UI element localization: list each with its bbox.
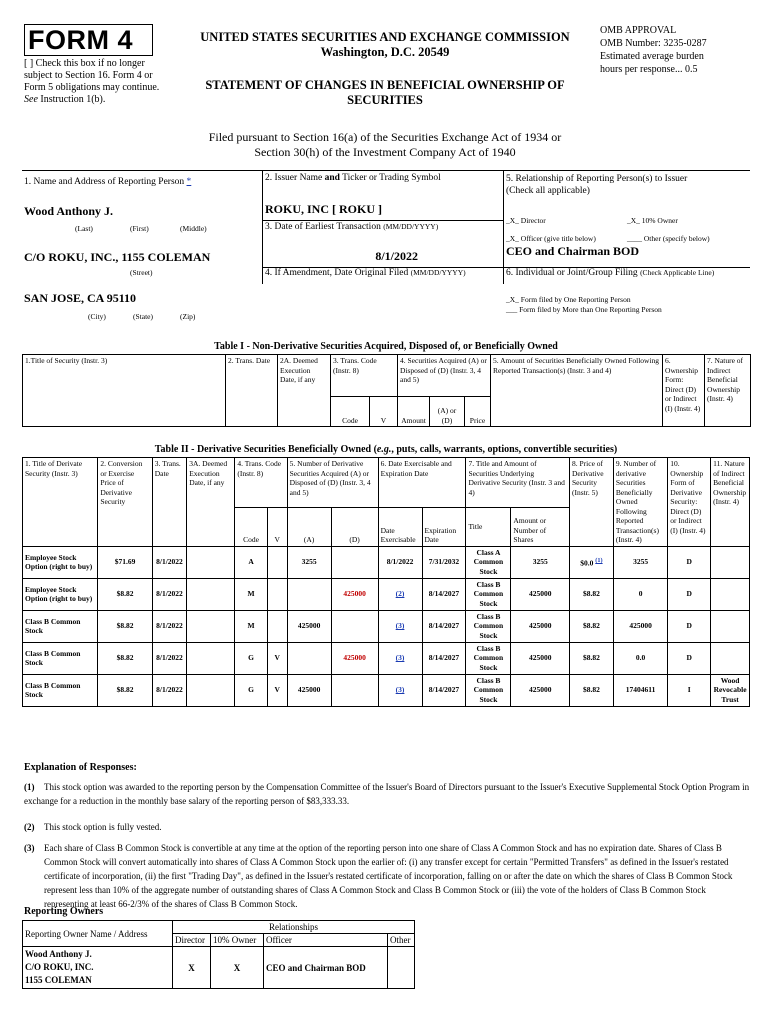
t2-v — [267, 674, 287, 706]
t2-owned-value: 0 — [638, 589, 643, 599]
t2-form-value: D — [686, 589, 692, 599]
t2-v — [267, 610, 287, 642]
t1-h-ownership-form: 6. Ownership Form: Direct (D) or Indirect (I) (Instr. 4) — [663, 355, 705, 427]
t2-shares-value: 425000 — [528, 685, 552, 695]
t2-owned — [613, 674, 667, 706]
t2-nature-value: Wood Revocable Trust — [713, 675, 747, 704]
t2-code-value: A — [248, 557, 254, 567]
t2-exercisable[interactable] — [378, 642, 422, 674]
t1-h-v-sub: V — [370, 397, 398, 427]
t2-code — [235, 642, 267, 674]
t2-expiration-value: 7/31/2032 — [428, 557, 460, 567]
t2-v-value: V — [274, 653, 280, 663]
explanation-3-text: Each share of Class B Common Stock is convertible at any time at the option of the reporting person into one share of Class A Common Stock and has no expiration date. Shares of Class B Common Stock will convert automatically into shares of Class A Common Stock upon the earlier of: (i) any transfer except for certain "Permitted Transfers" as defined in the Issuer's restated certificate of incorporation, (ii) the first "Trading Day", as defined in the Issuer's restated certificate of incorporation, falling on or after the date on which the shares of Class B Common Stock represent less than 10% of the aggregate number of outstanding shares of Class A Common Stock and Class B Common Stock or (iii) the vote of the holders of Class B Common Stock representing at least 66-2/3% of the shares of Class B Common Stock. — [44, 843, 733, 909]
t2-code — [235, 546, 267, 578]
explanation-title: Explanation of Responses: — [24, 762, 137, 773]
t2-price-value: $8.82 — [583, 653, 600, 663]
t2-h-d-sub: (D) — [331, 508, 378, 546]
box1-label-text: 1. Name and Address of Reporting Person — [24, 177, 185, 187]
omb-approval — [600, 24, 760, 76]
explanation-2-text: This stock option is fully vested. — [44, 822, 162, 832]
reporting-owners-title: Reporting Owners — [24, 906, 104, 917]
t2-owned — [613, 610, 667, 642]
t2-conversion — [98, 610, 152, 642]
t1-h-aord-sub: (A) or (D) — [430, 397, 465, 427]
t2-underlying-title-value: Class B Common Stock — [473, 643, 504, 672]
t2-h-conversion: 2. Conversion or Exercise Price of Derivative Security — [98, 458, 152, 547]
box3-label-format: (MM/DD/YYYY) — [383, 222, 439, 231]
t2-security-value: Employee Stock Option (right to buy) — [25, 552, 93, 571]
commission-name: UNITED STATES SECURITIES AND EXCHANGE COMMISSION — [200, 30, 570, 44]
t2-amount-a — [287, 578, 331, 610]
t2-date — [152, 642, 187, 674]
owners-h-director: Director — [173, 934, 211, 947]
t2-form-value: D — [686, 621, 692, 631]
director-check[interactable]: _X_ Director — [506, 216, 546, 225]
t2-conversion-value: $8.82 — [116, 621, 134, 631]
t2-h-number: 5. Number of Derivative Securities Acquired (A) or Disposed of (D) (Instr. 3, 4 and 5) — [287, 458, 378, 508]
t2-h-price: 8. Price of Derivative Security (Instr. 5) — [569, 458, 613, 547]
owner-director-mark: X — [173, 947, 211, 989]
t2-form — [668, 546, 711, 578]
city-label: (City) — [88, 312, 106, 321]
t2-date — [152, 610, 187, 642]
t2-amount-a — [287, 674, 331, 706]
check-note-see: See — [24, 94, 38, 105]
t2-underlying-title-value: Class A Common Stock — [473, 547, 504, 576]
t2-form — [668, 642, 711, 674]
zip-label: (Zip) — [180, 312, 196, 321]
t2-nature — [711, 674, 750, 706]
t2-v — [267, 642, 287, 674]
t2-underlying-title-value: Class B Common Stock — [473, 579, 504, 608]
t2-price — [569, 610, 613, 642]
check-note-instruction: Instruction 1(b). — [40, 94, 106, 105]
t2-price-value: $8.82 — [583, 685, 600, 695]
t2-amount-d — [331, 578, 378, 610]
owner-officer-title: CEO and Chairman BOD — [264, 947, 388, 989]
t2-shares — [511, 546, 570, 578]
box4-label-text: 4. If Amendment, Date Original Filed — [265, 268, 409, 278]
table-row — [23, 610, 750, 642]
t2-expiration — [422, 546, 466, 578]
filed-more-persons[interactable]: ___ Form filed by More than One Reporting Person — [506, 305, 662, 314]
t1-h-amount-owned: 5. Amount of Securities Beneficially Owned Following Reported Transaction(s) (Instr. 3 and 4) — [491, 355, 663, 427]
street-label: (Street) — [130, 268, 153, 277]
t2-nature — [711, 642, 750, 674]
t2-security — [23, 578, 98, 610]
price-footnote-link[interactable]: (1) — [595, 557, 603, 564]
explanation-1 — [24, 780, 750, 808]
t2-amount-a — [287, 610, 331, 642]
statement-title: STATEMENT OF CHANGES IN BENEFICIAL OWNERSHIP OF SECURITIES — [205, 78, 565, 107]
table1-non-derivative — [22, 354, 751, 427]
reporting-person-city: SAN JOSE, CA 95110 — [24, 291, 137, 305]
t2-underlying-title — [466, 642, 511, 674]
t2-form-value: D — [686, 557, 692, 567]
t2-price — [569, 642, 613, 674]
t2-date-value: 8/1/2022 — [156, 653, 183, 663]
t2-h-underlying: 7. Title and Amount of Securities Underlying Derivative Security (Instr. 3 and 4) — [466, 458, 570, 508]
t1-h-nature: 7. Nature of Indirect Beneficial Ownership (Instr. 4) — [705, 355, 751, 427]
t2-code-value: M — [247, 589, 255, 599]
owner-other — [388, 947, 415, 989]
form-title: FORM 4 — [24, 24, 153, 56]
t2-owned-value: 3255 — [633, 557, 649, 567]
box1-label — [24, 177, 191, 187]
earliest-transaction-date: 8/1/2022 — [375, 249, 418, 263]
box3-label-text: 3. Date of Earliest Transaction — [265, 222, 381, 232]
t2-h-owned: 9. Number of derivative Securities Beneficially Owned Following Reported Transaction(s) (Instr. 4) — [613, 458, 667, 547]
omb-number: OMB Number: 3235-0287 — [600, 38, 707, 49]
t2-conversion-value: $8.82 — [116, 589, 134, 599]
t2-h-deemed: 3A. Deemed Execution Date, if any — [187, 458, 235, 547]
box2-label-and: and — [324, 173, 340, 183]
t2-conversion-value: $71.69 — [114, 557, 136, 567]
t2-underlying-title — [466, 578, 511, 610]
last-label: (Last) — [75, 224, 93, 233]
explanation-2-number: (2) — [24, 822, 35, 832]
box5-label-text: 5. Relationship of Reporting Person(s) to Issuer — [506, 174, 688, 184]
t2-underlying-title-value: Class B Common Stock — [473, 675, 504, 704]
t2-expiration — [422, 610, 466, 642]
omb-title: OMB APPROVAL — [600, 25, 677, 36]
t2-h-nature: 11. Nature of Indirect Beneficial Ownership (Instr. 4) — [711, 458, 750, 547]
t2-h-date: 3. Trans. Date — [152, 458, 187, 547]
t2-exercisable-value: (2) — [395, 589, 405, 599]
box1-footnote-link[interactable]: * — [186, 177, 192, 187]
t2-date — [152, 546, 187, 578]
t1-h-acquired: 4. Securities Acquired (A) or Disposed of (D) (Instr. 3, 4 and 5) — [398, 355, 491, 397]
t2-owned — [613, 642, 667, 674]
t2-expiration-value: 8/14/2027 — [428, 685, 460, 695]
t2-expiration-value: 8/14/2027 — [428, 589, 460, 599]
t2-conversion-value: $8.82 — [116, 653, 134, 663]
t2-deemed — [187, 546, 235, 578]
middle-label: (Middle) — [180, 224, 207, 233]
box6-label-text: 6. Individual or Joint/Group Filing — [506, 268, 638, 278]
box2-label-a: 2. Issuer Name — [265, 173, 323, 183]
t2-owned-value: 0.0 — [635, 653, 646, 663]
owner-address-1: C/O ROKU, INC. — [25, 962, 94, 972]
t2-code — [235, 578, 267, 610]
other-check[interactable]: ____ Other (specify below) — [627, 234, 710, 243]
t2-date — [152, 674, 187, 706]
box3-label — [265, 222, 438, 232]
t2-h-a-sub: (A) — [287, 508, 331, 546]
t2-deemed — [187, 610, 235, 642]
t2-h-date-ex-sub: Date Exercisable — [378, 508, 422, 546]
reporting-owners-table — [22, 920, 415, 989]
t2-form — [668, 578, 711, 610]
reporting-person-name: Wood Anthony J. — [24, 204, 114, 218]
box4-label-format: (MM/DD/YYYY) — [410, 268, 466, 277]
t2-form-value: I — [687, 685, 691, 695]
omb-hours: hours per response... 0.5 — [600, 64, 698, 75]
owners-h-officer: Officer — [264, 934, 388, 947]
t2-h-v-sub: V — [267, 508, 287, 546]
t2-date-value: 8/1/2022 — [156, 685, 183, 695]
reporting-person-street: C/O ROKU, INC., 1155 COLEMAN — [24, 250, 211, 264]
commission-city: Washington, D.C. 20549 — [320, 45, 450, 59]
ten-percent-owner-check[interactable]: _X_ 10% Owner — [627, 216, 678, 225]
t2-exercisable[interactable] — [378, 578, 422, 610]
t2-form — [668, 674, 711, 706]
t2-shares-value: 425000 — [528, 653, 552, 663]
t2-underlying-title-value: Class B Common Stock — [473, 611, 504, 640]
t2-shares — [511, 642, 570, 674]
table-row — [23, 578, 750, 610]
t2-exercisable[interactable] — [378, 610, 422, 642]
t2-underlying-title — [466, 674, 511, 706]
t2-underlying-title — [466, 546, 511, 578]
table1-title: Table I - Non-Derivative Securities Acquired, Disposed of, or Beneficially Owned — [214, 341, 558, 352]
t2-amount-d — [331, 642, 378, 674]
filed-one-person[interactable]: _X_ Form filed by One Reporting Person — [506, 295, 631, 304]
t2-price-value: $8.82 — [583, 589, 600, 599]
explanation-2 — [24, 820, 750, 834]
t2-price — [569, 674, 613, 706]
t2-shares-value: 3255 — [532, 557, 548, 567]
t2-amount-d — [331, 546, 378, 578]
table2-derivative — [22, 457, 750, 707]
t2-shares — [511, 578, 570, 610]
omb-burden: Estimated average burden — [600, 51, 704, 62]
t2-exercisable-value: (3) — [395, 685, 405, 695]
t2-h-code: 4. Trans. Code (Instr. 8) — [235, 458, 287, 508]
t2-date-value: 8/1/2022 — [156, 557, 183, 567]
t2-owned — [613, 546, 667, 578]
filed-line-1: Filed pursuant to Section 16(a) of the Securities Exchange Act of 1934 or — [208, 130, 562, 144]
t2-conversion — [98, 642, 152, 674]
t2-expiration — [422, 674, 466, 706]
first-label: (First) — [130, 224, 149, 233]
box2-label — [265, 173, 441, 183]
box5-label — [506, 173, 750, 197]
t2-owned-value: 17404611 — [625, 685, 656, 695]
t2-h-title: 1. Title of Derivate Security (Instr. 3) — [23, 458, 98, 547]
t1-h-amount-sub: Amount — [398, 397, 430, 427]
t1-h-price-sub: Price — [465, 397, 491, 427]
t2-deemed — [187, 674, 235, 706]
t2-v-value: V — [274, 685, 280, 695]
check-note-text: [ ] Check this box if no longer subject to Section 16. Form 4 or Form 5 obligations may continue. — [24, 58, 160, 93]
t2-shares — [511, 610, 570, 642]
t2-shares — [511, 674, 570, 706]
t2-amount-d — [331, 610, 378, 642]
t2-code-value: M — [247, 621, 255, 631]
state-label: (State) — [133, 312, 153, 321]
t2-date-value: 8/1/2022 — [156, 589, 183, 599]
t2-nature — [711, 546, 750, 578]
t2-security — [23, 610, 98, 642]
t2-title-a: Table II - Derivative Securities Beneficially Owned ( — [154, 444, 377, 455]
t2-amount-a-value: 3255 — [301, 557, 317, 567]
commission-header — [180, 30, 590, 108]
box5-label-sub: (Check all applicable) — [506, 186, 590, 196]
t2-code — [235, 674, 267, 706]
t2-amount-d-value: 425000 — [343, 589, 366, 599]
box4-label — [265, 268, 466, 278]
t2-h-amount-sub: Amount or Number of Shares — [511, 508, 570, 546]
t2-code-value: G — [248, 653, 254, 663]
t1-h-title: 1.Title of Security (Instr. 3) — [23, 355, 226, 427]
owner-10pct-mark: X — [211, 947, 264, 989]
t2-form-value: D — [686, 653, 692, 663]
t2-deemed — [187, 578, 235, 610]
t2-nature — [711, 578, 750, 610]
officer-title: CEO and Chairman BOD — [506, 244, 640, 258]
t2-code-value: G — [248, 685, 254, 695]
t2-v — [267, 546, 287, 578]
t2-security-value: Class B Common Stock — [25, 680, 81, 699]
t2-h-code-sub: Code — [235, 508, 267, 546]
t2-security-value: Class B Common Stock — [25, 648, 81, 667]
t2-amount-a-value: 425000 — [297, 621, 321, 631]
t2-date-value: 8/1/2022 — [156, 621, 183, 631]
t2-security — [23, 546, 98, 578]
t2-deemed — [187, 642, 235, 674]
t2-security — [23, 674, 98, 706]
t2-security — [23, 642, 98, 674]
table-row — [23, 642, 750, 674]
t2-shares-value: 425000 — [528, 621, 552, 631]
t2-expiration-value: 8/14/2027 — [428, 653, 460, 663]
box2-label-b: Ticker or Trading Symbol — [342, 173, 441, 183]
table-row — [23, 674, 750, 706]
t2-price — [569, 578, 613, 610]
t2-conversion — [98, 546, 152, 578]
t2-price — [569, 546, 613, 578]
explanation-3 — [24, 841, 750, 911]
owners-h-relationships: Relationships — [173, 921, 415, 934]
t2-exercisable[interactable] — [378, 674, 422, 706]
filed-pursuant — [150, 130, 620, 160]
explanation-3-number: (3) — [24, 843, 35, 853]
owners-h-10pct: 10% Owner — [211, 934, 264, 947]
t2-conversion-value: $8.82 — [116, 685, 134, 695]
t1-h-deemed: 2A. Deemed Execution Date, if any — [278, 355, 331, 427]
t2-title-b: , puts, calls, warrants, options, convertible securities) — [391, 444, 618, 455]
t2-expiration — [422, 578, 466, 610]
t2-v — [267, 578, 287, 610]
t2-h-form: 10. Ownership Form of Derivative Security: Direct (D) or Indirect (I) (Instr. 4) — [668, 458, 711, 547]
owner-address-2: 1155 COLEMAN — [25, 975, 92, 985]
t2-price-value: $8.82 — [583, 621, 600, 631]
owner-name: Wood Anthony J. — [25, 949, 92, 959]
t1-h-code: 3. Trans. Code (Instr. 8) — [331, 355, 398, 397]
t1-h-code-sub: Code — [331, 397, 370, 427]
owners-h-other: Other — [388, 934, 415, 947]
t2-amount-a — [287, 546, 331, 578]
t2-amount-a — [287, 642, 331, 674]
owners-h-name: Reporting Owner Name / Address — [23, 921, 173, 947]
t2-title-eg: e.g. — [376, 444, 392, 455]
t2-amount-a-value: 425000 — [297, 685, 321, 695]
t2-exercisable-value: (3) — [395, 653, 405, 663]
t2-shares-value: 425000 — [528, 589, 552, 599]
officer-check[interactable]: _X_ Officer (give title below) — [506, 234, 596, 243]
t2-conversion — [98, 578, 152, 610]
t2-owned-value: 425000 — [629, 621, 652, 631]
table-row — [23, 546, 750, 578]
t2-h-exercisable: 6. Date Exercisable and Expiration Date — [378, 458, 466, 508]
t2-underlying-title — [466, 610, 511, 642]
t2-exercisable-value: (3) — [395, 621, 405, 631]
table2-title — [22, 444, 750, 455]
t2-date — [152, 578, 187, 610]
t2-expiration-value: 8/14/2027 — [428, 621, 460, 631]
explanation-1-text: This stock option was awarded to the reporting person by the Compensation Committee of the Issuer's Board of Directors pursuant to the Issuer's Executive Supplemental Stock Option Program in exchange for a reduction in the monthly base salary of the reporting person of $83,333.33. — [24, 782, 750, 806]
t2-form — [668, 610, 711, 642]
t2-expiration — [422, 642, 466, 674]
t2-owned — [613, 578, 667, 610]
issuer-name: ROKU, INC [ ROKU ] — [265, 202, 382, 216]
t2-price-value: $0.0 — [580, 558, 594, 568]
explanation-1-number: (1) — [24, 782, 35, 792]
check-box-note[interactable] — [24, 58, 174, 106]
t2-nature — [711, 610, 750, 642]
t1-h-date: 2. Trans. Date — [226, 355, 278, 427]
filed-line-2: Section 30(h) of the Investment Company Act of 1940 — [254, 145, 516, 159]
t2-exercisable — [378, 546, 422, 578]
t2-amount-d-value: 425000 — [343, 653, 366, 663]
t2-security-value: Employee Stock Option (right to buy) — [25, 584, 93, 603]
box6-label — [506, 268, 714, 278]
t2-exercisable-value: 8/1/2022 — [386, 557, 414, 567]
t2-h-expiration-sub: Expiration Date — [422, 508, 466, 546]
t2-security-value: Class B Common Stock — [25, 616, 81, 635]
t2-code — [235, 610, 267, 642]
t2-amount-d — [331, 674, 378, 706]
t2-h-title-sub: Title — [466, 508, 511, 546]
t2-conversion — [98, 674, 152, 706]
owner-address — [23, 947, 173, 989]
box6-label-sub: (Check Applicable Line) — [640, 268, 715, 277]
